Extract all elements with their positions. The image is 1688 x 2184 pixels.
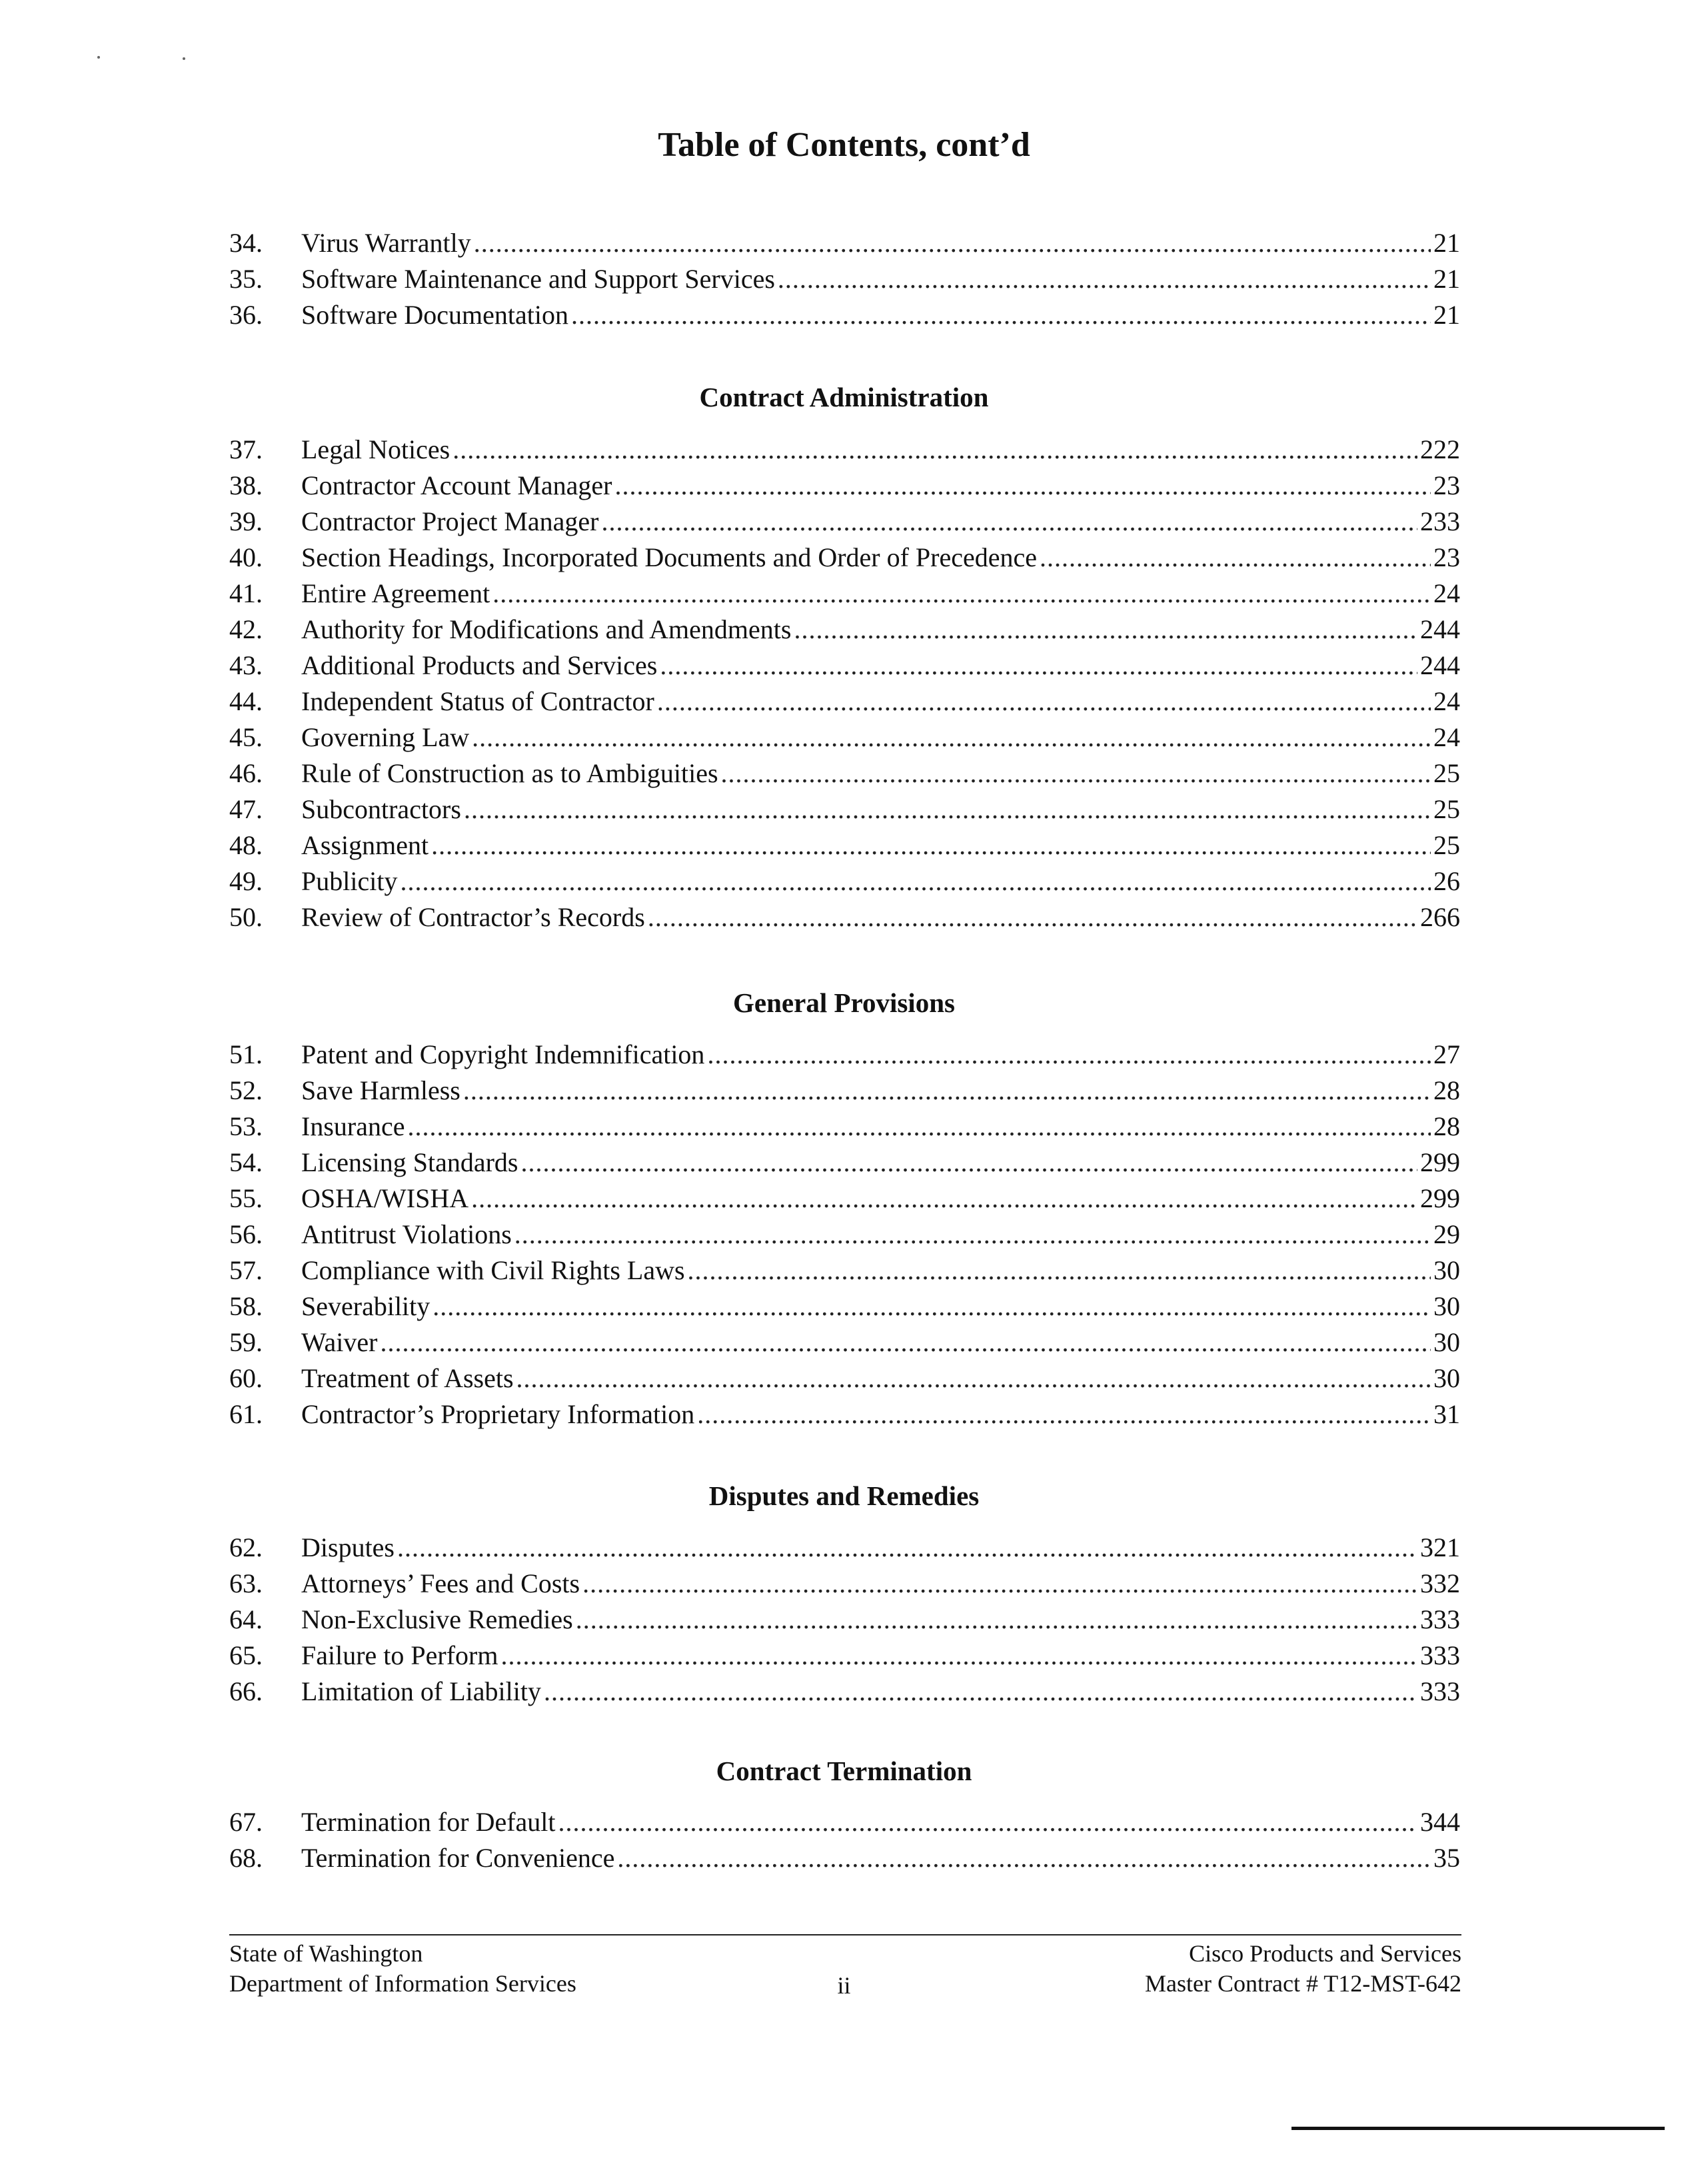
- entry-title: Treatment of Assets: [301, 1363, 514, 1393]
- entry-title: Termination for Convenience: [301, 1843, 615, 1873]
- entry-title: Patent and Copyright Indemnification: [301, 1039, 705, 1069]
- dot-leader: [657, 684, 1431, 720]
- entry-number: 68.: [229, 1843, 263, 1873]
- toc-entry[interactable]: [229, 863, 1460, 899]
- entry-title: Termination for Default: [301, 1807, 556, 1837]
- entry-page: 25: [1433, 794, 1460, 824]
- entry-page: 30: [1433, 1255, 1460, 1285]
- entry-title: Limitation of Liability: [301, 1676, 541, 1706]
- entry-page: 21: [1433, 300, 1460, 330]
- entry-title: Contractor Account Manager: [301, 470, 612, 500]
- toc-entry[interactable]: [229, 720, 1460, 756]
- entry-page: 29: [1433, 1219, 1460, 1249]
- dot-leader: [794, 612, 1417, 648]
- toc-entry[interactable]: [229, 612, 1460, 648]
- entry-page: 28: [1433, 1075, 1460, 1105]
- footer-left-line2: Department of Information Services: [229, 1970, 576, 1997]
- entry-page: 23: [1433, 542, 1460, 572]
- entry-page: 344: [1420, 1807, 1460, 1837]
- entry-page: 31: [1433, 1399, 1460, 1429]
- entry-number: 48.: [229, 830, 263, 860]
- entry-title: Assignment: [301, 830, 429, 860]
- entry-number: 54.: [229, 1147, 263, 1177]
- entry-title: Entire Agreement: [301, 578, 490, 608]
- entry-page: 244: [1420, 650, 1460, 680]
- entry-number: 55.: [229, 1183, 263, 1213]
- toc-entry[interactable]: [229, 899, 1460, 935]
- entry-page: 30: [1433, 1291, 1460, 1321]
- entry-number: 43.: [229, 650, 263, 680]
- entry-title: Virus Warrantly: [301, 228, 471, 258]
- entry-title: Non-Exclusive Remedies: [301, 1604, 573, 1634]
- entry-number: 45.: [229, 722, 263, 752]
- entry-title: Authority for Modifications and Amendments: [301, 614, 792, 644]
- dot-leader: [472, 720, 1431, 756]
- section-heading: General Provisions: [733, 987, 955, 1018]
- entry-title: Disputes: [301, 1532, 395, 1562]
- entry-title: Severability: [301, 1291, 430, 1321]
- toc-entry[interactable]: [229, 756, 1460, 792]
- dot-leader: [464, 792, 1431, 827]
- dot-leader: [617, 1840, 1431, 1876]
- entry-page: 30: [1433, 1363, 1460, 1393]
- footer-right-line2: Master Contract # T12-MST-642: [1145, 1970, 1461, 1997]
- dot-leader: [648, 899, 1417, 935]
- dot-leader: [615, 468, 1431, 504]
- entry-page: 333: [1420, 1640, 1460, 1670]
- entry-number: 67.: [229, 1807, 263, 1837]
- entry-number: 42.: [229, 614, 263, 644]
- dot-leader: [514, 1217, 1431, 1253]
- entry-title: Legal Notices: [301, 434, 450, 464]
- entry-number: 53.: [229, 1111, 263, 1141]
- entry-number: 51.: [229, 1039, 263, 1069]
- entry-title: Waiver: [301, 1327, 378, 1357]
- entry-title: Additional Products and Services: [301, 650, 658, 680]
- dot-leader: [516, 1361, 1431, 1396]
- toc-entry[interactable]: [229, 432, 1460, 468]
- entry-number: 40.: [229, 542, 263, 572]
- entry-title: Compliance with Civil Rights Laws: [301, 1255, 685, 1285]
- section-heading: Contract Termination: [716, 1756, 972, 1786]
- entry-page: 28: [1433, 1111, 1460, 1141]
- dot-leader: [474, 225, 1431, 261]
- entry-title: Licensing Standards: [301, 1147, 518, 1177]
- entry-title: Save Harmless: [301, 1075, 460, 1105]
- entry-page: 25: [1433, 758, 1460, 788]
- entry-number: 58.: [229, 1291, 263, 1321]
- entry-number: 60.: [229, 1363, 263, 1393]
- dot-leader: [707, 1037, 1431, 1073]
- entry-page: 299: [1420, 1183, 1460, 1213]
- entry-number: 37.: [229, 434, 263, 464]
- entry-page: 266: [1420, 902, 1460, 932]
- dot-leader: [407, 1109, 1431, 1145]
- toc-entry[interactable]: [229, 684, 1460, 720]
- entry-title: Publicity: [301, 866, 398, 896]
- entry-number: 36.: [229, 300, 263, 330]
- entry-number: 50.: [229, 902, 263, 932]
- entry-number: 47.: [229, 794, 263, 824]
- dot-leader: [582, 1566, 1417, 1602]
- dot-leader: [778, 261, 1431, 297]
- entry-title: Governing Law: [301, 722, 470, 752]
- entry-page: 332: [1420, 1568, 1460, 1598]
- entry-number: 38.: [229, 470, 263, 500]
- entry-page: 222: [1420, 434, 1460, 464]
- dot-leader: [576, 1602, 1417, 1638]
- footer-left-line1: State of Washington: [229, 1940, 423, 1967]
- entry-page: 24: [1433, 578, 1460, 608]
- entry-page: 24: [1433, 686, 1460, 716]
- dot-leader: [521, 1145, 1418, 1181]
- entry-number: 63.: [229, 1568, 263, 1598]
- entry-title: Independent Status of Contractor: [301, 686, 654, 716]
- entry-number: 49.: [229, 866, 263, 896]
- entry-page: 23: [1433, 470, 1460, 500]
- entry-page: 21: [1433, 264, 1460, 294]
- toc-entry[interactable]: [229, 1253, 1460, 1289]
- toc-entry[interactable]: [229, 1566, 1460, 1602]
- dot-leader: [1040, 540, 1431, 576]
- dot-leader: [463, 1073, 1431, 1109]
- entry-title: OSHA/WISHA: [301, 1183, 469, 1213]
- toc-entry[interactable]: [229, 1530, 1460, 1566]
- toc-entry[interactable]: [229, 1804, 1460, 1840]
- page-title: Table of Contents, cont’d: [658, 126, 1030, 164]
- toc-entry[interactable]: [229, 504, 1460, 540]
- entry-number: 66.: [229, 1676, 263, 1706]
- entry-number: 52.: [229, 1075, 263, 1105]
- toc-entry[interactable]: [229, 540, 1460, 576]
- toc-entry[interactable]: [229, 576, 1460, 612]
- toc-entry[interactable]: [229, 1181, 1460, 1217]
- dot-leader: [571, 297, 1431, 333]
- entry-number: 46.: [229, 758, 263, 788]
- entry-page: 26: [1433, 866, 1460, 896]
- footer-rule: [229, 1934, 1461, 1935]
- dot-leader: [721, 756, 1431, 792]
- toc-entry[interactable]: [229, 1325, 1460, 1361]
- dot-leader: [558, 1804, 1417, 1840]
- entry-page: 27: [1433, 1039, 1460, 1069]
- entry-number: 64.: [229, 1604, 263, 1634]
- entry-title: Failure to Perform: [301, 1640, 498, 1670]
- entry-number: 61.: [229, 1399, 263, 1429]
- dot-leader: [471, 1181, 1417, 1217]
- entry-number: 59.: [229, 1327, 263, 1357]
- scan-speck: [183, 57, 185, 60]
- toc-entry[interactable]: [229, 1073, 1460, 1109]
- toc-entry[interactable]: [229, 1602, 1460, 1638]
- entry-number: 39.: [229, 506, 263, 536]
- scan-speck: [97, 56, 100, 59]
- toc-entry[interactable]: [229, 1396, 1460, 1432]
- entry-number: 34.: [229, 228, 263, 258]
- entry-title: Review of Contractor’s Records: [301, 902, 645, 932]
- section-heading: Disputes and Remedies: [708, 1480, 980, 1511]
- entry-number: 35.: [229, 264, 263, 294]
- dot-leader: [688, 1253, 1431, 1289]
- entry-title: Section Headings, Incorporated Documents and Order of Precedence: [301, 542, 1038, 572]
- dot-leader: [400, 863, 1431, 899]
- entry-number: 62.: [229, 1532, 263, 1562]
- toc-entry[interactable]: [229, 1217, 1460, 1253]
- entry-title: Subcontractors: [301, 794, 461, 824]
- entry-page: 333: [1420, 1676, 1460, 1706]
- toc-entry[interactable]: [229, 1840, 1460, 1876]
- dot-leader: [544, 1674, 1417, 1710]
- dot-leader: [602, 504, 1417, 540]
- entry-title: Contractor’s Proprietary Information: [301, 1399, 695, 1429]
- toc-entry[interactable]: [229, 1289, 1460, 1325]
- entry-title: Contractor Project Manager: [301, 506, 599, 536]
- entry-page: 25: [1433, 830, 1460, 860]
- toc-entry[interactable]: [229, 1037, 1460, 1073]
- entry-number: 65.: [229, 1640, 263, 1670]
- entry-title: Rule of Construction as to Ambiguities: [301, 758, 718, 788]
- dot-leader: [660, 648, 1417, 684]
- section-heading: Contract Administration: [699, 382, 989, 412]
- entry-title: Attorneys’ Fees and Costs: [301, 1568, 580, 1598]
- entry-number: 57.: [229, 1255, 263, 1285]
- dot-leader: [381, 1325, 1431, 1361]
- dot-leader: [697, 1396, 1431, 1432]
- dot-leader: [431, 827, 1431, 863]
- entry-page: 299: [1420, 1147, 1460, 1177]
- toc-entry[interactable]: [229, 1109, 1460, 1145]
- toc-entry[interactable]: [229, 1674, 1460, 1710]
- page-number: ii: [837, 1972, 851, 1999]
- entry-page: 321: [1420, 1532, 1460, 1562]
- footer-right-line1: Cisco Products and Services: [1189, 1940, 1461, 1967]
- entry-title: Software Documentation: [301, 300, 568, 330]
- entry-page: 244: [1420, 614, 1460, 644]
- dot-leader: [501, 1638, 1418, 1674]
- entry-title: Antitrust Violations: [301, 1219, 512, 1249]
- toc-entry[interactable]: [229, 648, 1460, 684]
- scan-edge-line: [1291, 2127, 1665, 2130]
- entry-number: 41.: [229, 578, 263, 608]
- toc-entry[interactable]: [229, 1361, 1460, 1396]
- toc-entry[interactable]: [229, 468, 1460, 504]
- entry-page: 35: [1433, 1843, 1460, 1873]
- toc-entry[interactable]: [229, 792, 1460, 827]
- toc-entry[interactable]: [229, 297, 1460, 333]
- entry-number: 56.: [229, 1219, 263, 1249]
- entry-number: 44.: [229, 686, 263, 716]
- toc-entry[interactable]: [229, 261, 1460, 297]
- entry-page: 333: [1420, 1604, 1460, 1634]
- entry-title: Software Maintenance and Support Services: [301, 264, 775, 294]
- dot-leader: [432, 1289, 1431, 1325]
- dot-leader: [397, 1530, 1417, 1566]
- entry-title: Insurance: [301, 1111, 405, 1141]
- dot-leader: [452, 432, 1417, 468]
- entry-page: 21: [1433, 228, 1460, 258]
- entry-page: 233: [1420, 506, 1460, 536]
- toc-entry[interactable]: [229, 1638, 1460, 1674]
- dot-leader: [492, 576, 1431, 612]
- toc-entry[interactable]: [229, 1145, 1460, 1181]
- entry-page: 24: [1433, 722, 1460, 752]
- toc-entry[interactable]: [229, 225, 1460, 261]
- toc-entry[interactable]: [229, 827, 1460, 863]
- entry-page: 30: [1433, 1327, 1460, 1357]
